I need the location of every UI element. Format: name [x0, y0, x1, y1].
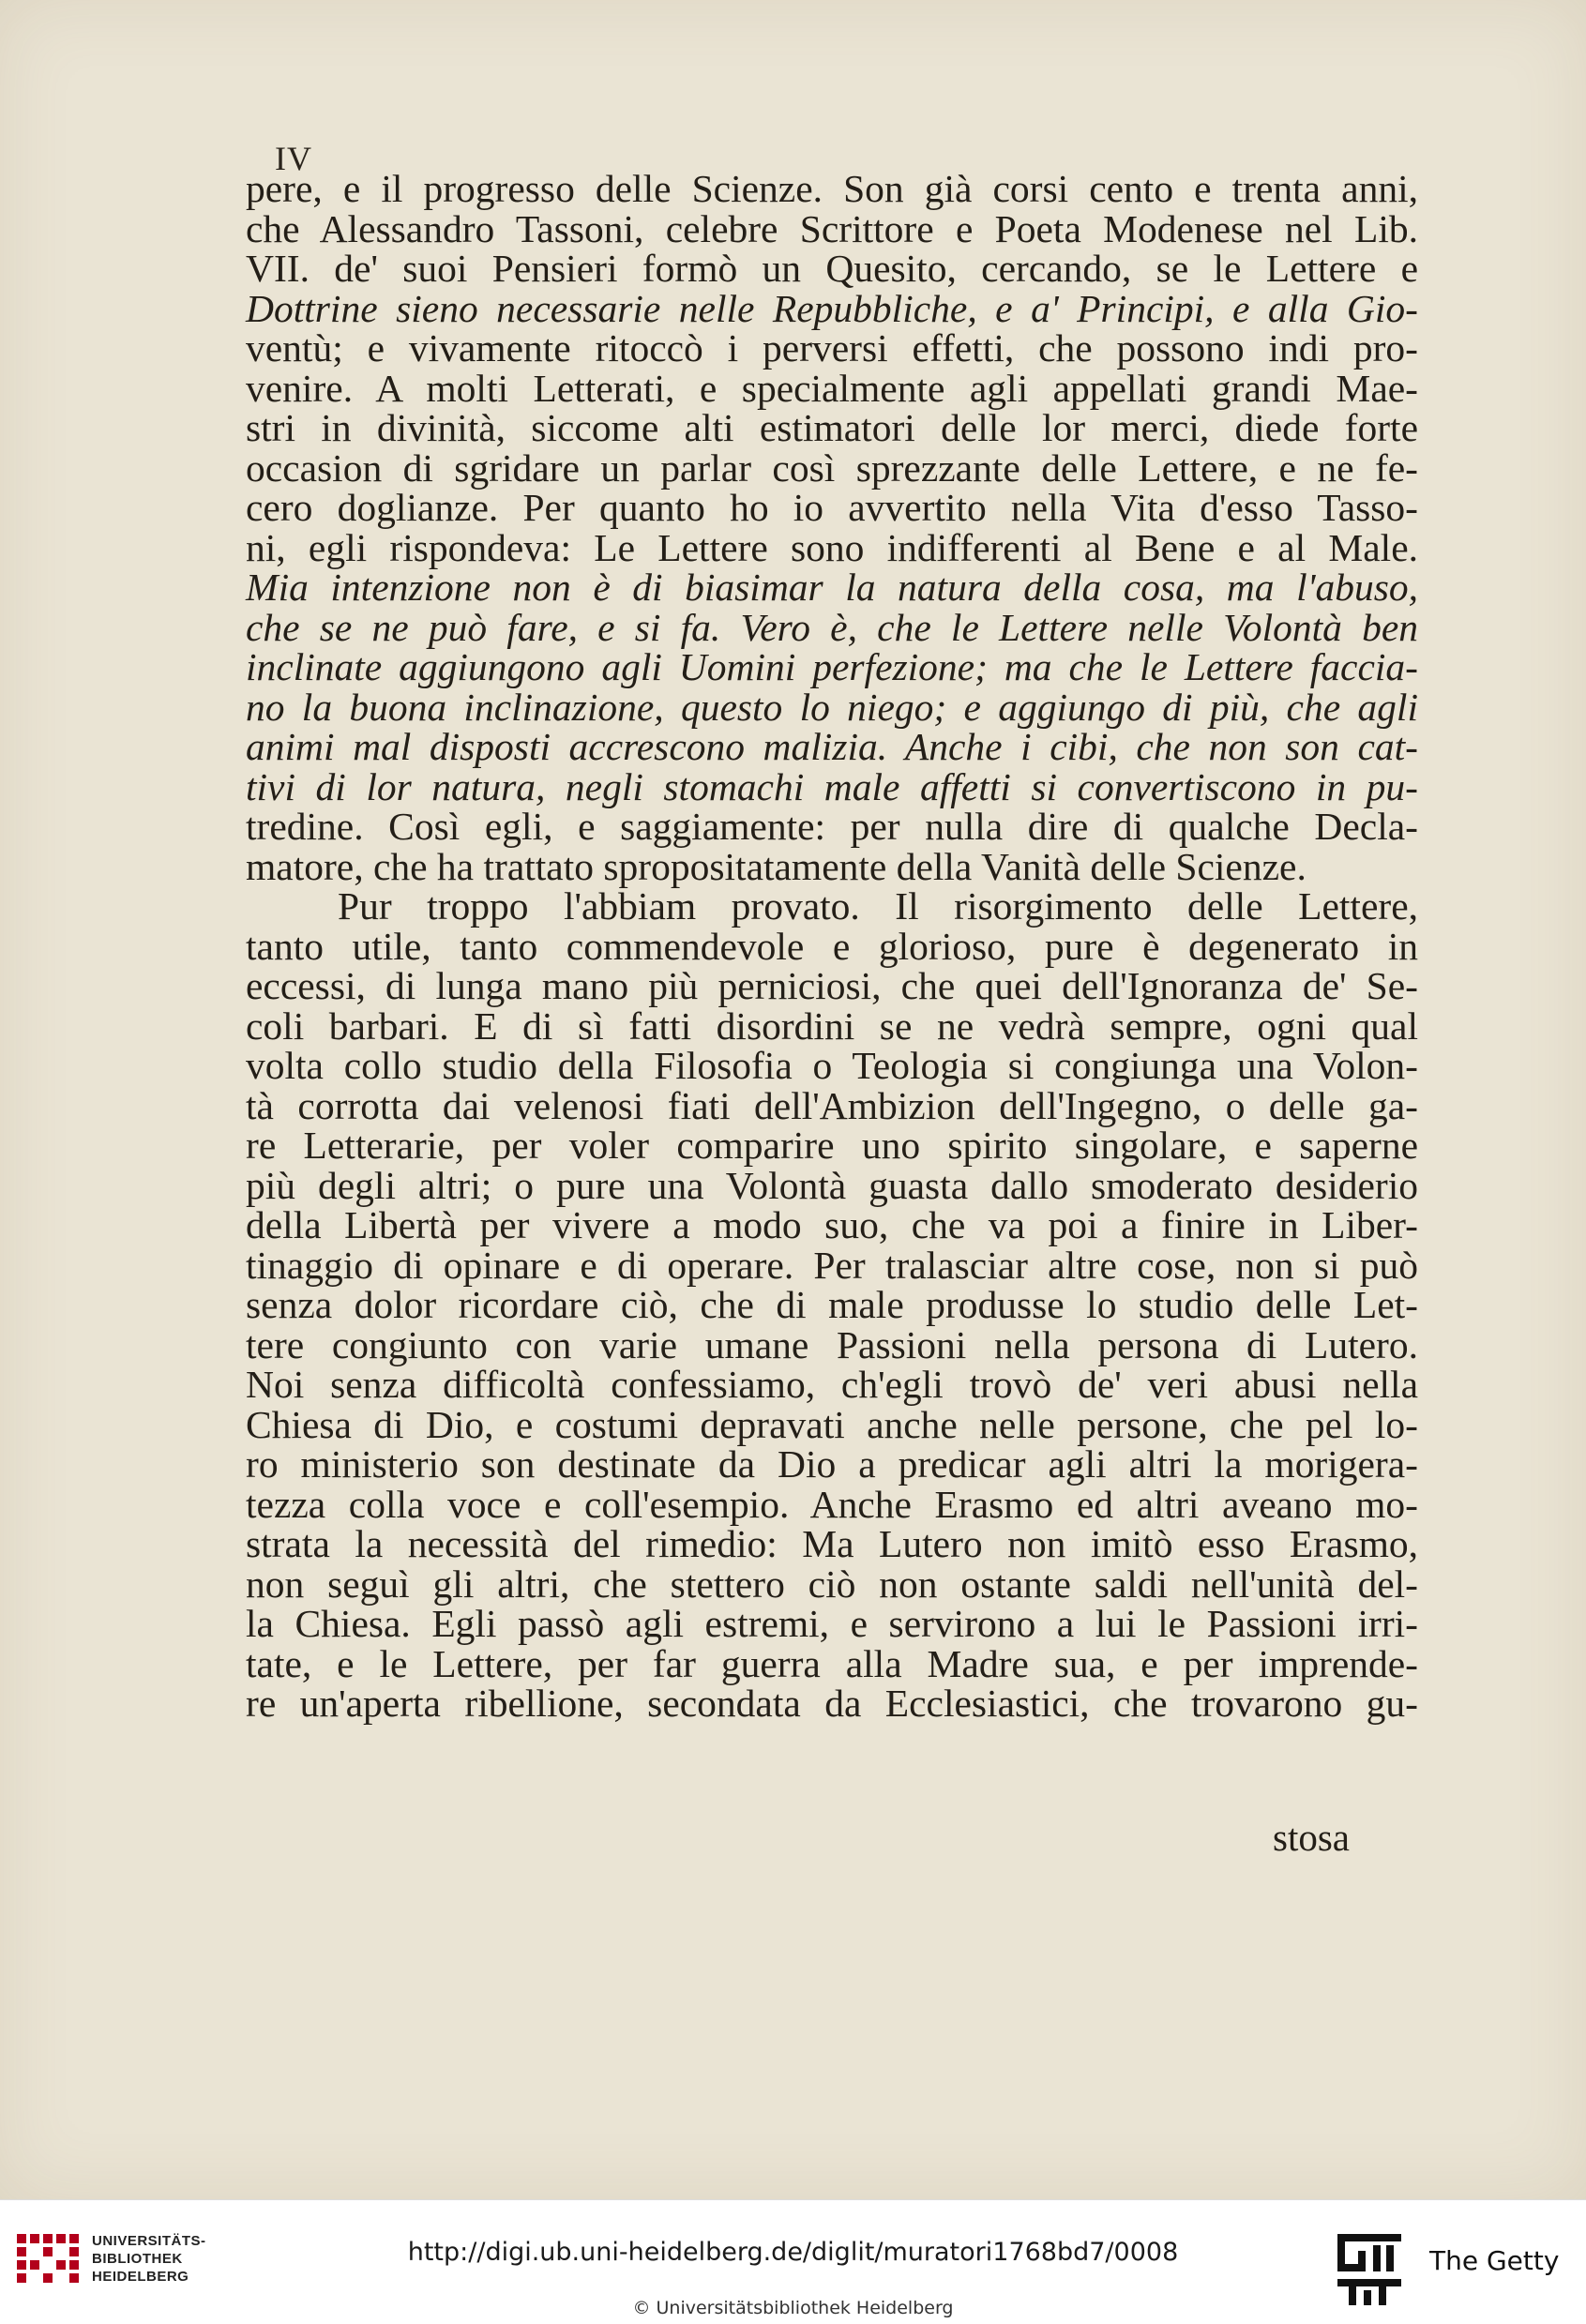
text-line: tate, e le Lettere, per far guerra alla Madre sua, e per imprende-: [246, 1641, 1418, 1685]
getty-name: The Getty: [1429, 2245, 1560, 2276]
text-line: cero doglianze. Per quanto ho io avvertito nella Vita d'esso Tasso-: [246, 486, 1418, 529]
text-line: della Libertà per vivere a modo suo, che va poi a finire in Liber-: [246, 1203, 1418, 1246]
text-line: stri in divinità, siccome alti estimatori delle lor merci, diede forte: [246, 406, 1418, 449]
text-line: coli barbari. E di sì fatti disordini se ne vedrà sempre, ogni qual: [246, 1004, 1418, 1048]
text-line: Chiesa di Dio, e costumi depravati anche nelle persone, che pel lo-: [246, 1402, 1418, 1446]
text-line: Dottrine sieno necessarie nelle Repubbliche, e a' Principi, e alla Gio-: [246, 286, 1418, 330]
text-line: senza dolor ricordare ciò, che di male produsse lo studio delle Let-: [246, 1283, 1418, 1326]
text-line: non seguì gli altri, che stettero ciò non ostante saldi nell'unità del-: [246, 1562, 1418, 1606]
text-line: ni, egli rispondeva: Le Lettere sono indifferenti al Bene e al Male.: [246, 525, 1418, 569]
text-line: che Alessandro Tassoni, celebre Scrittore e Poeta Modenese nel Lib.: [246, 206, 1418, 250]
library-name-line: HEIDELBERG: [92, 2269, 189, 2285]
text-line: ro ministerio son destinate da Dio a predicar agli altri la morigera-: [246, 1442, 1418, 1486]
text-line: tanto utile, tanto commendevole e glorioso, pure è degenerato in: [246, 924, 1418, 968]
text-line: Noi senza difficoltà confessiamo, ch'egli trovò de' veri abusi nella: [246, 1363, 1418, 1406]
body-text: [246, 169, 1418, 1724]
library-name-line: UNIVERSITÄTS-: [92, 2233, 206, 2249]
text-line: re Letterarie, per voler comparire uno spirito singolare, e saperne: [246, 1124, 1418, 1167]
text-line: tinaggio di opinare e di operare. Per tralasciar altre cose, non si può: [246, 1243, 1418, 1287]
text-line: più degli altri; o pure una Volontà guasta dallo smoderato desiderio: [246, 1163, 1418, 1207]
text-line: occasion di sgridare un parlar così sprezzante delle Lettere, e ne fe-: [246, 445, 1418, 490]
text-line: che se ne può fare, e si fa. Vero è, che le Lettere nelle Volontà ben: [246, 605, 1418, 649]
getty-logo-icon: [1336, 2232, 1403, 2307]
text-line: tere congiunto con varie umane Passioni nella persona di Lutero.: [246, 1322, 1418, 1366]
viewer-footer: [0, 2199, 1586, 2324]
text-line: pere, e il progresso delle Scienze. Son già corsi cento e trenta anni,: [246, 167, 1418, 210]
text-line: eccessi, di lunga mano più perniciosi, che quei dell'Ignoranza de' Se-: [246, 964, 1418, 1007]
catchword: stosa: [1273, 1816, 1350, 1859]
text-line: inclinate aggiungono agli Uomini perfezione; ma che le Lettere faccia-: [246, 645, 1418, 688]
text-line: ventù; e vivamente ritoccò i perversi effetti, che possono indi pro-: [246, 326, 1418, 370]
page-number: IV: [275, 140, 312, 177]
text-line: volta collo studio della Filosofia o Teologia si congiunga una Volon-: [246, 1044, 1418, 1087]
text-line: la Chiesa. Egli passò agli estremi, e servirono a lui le Passioni irri-: [246, 1602, 1418, 1645]
text-line: Mia intenzione non è di biasimar la natura della cosa, ma l'abuso,: [246, 566, 1418, 609]
text-line: tredine. Così egli, e saggiamente: per nulla dire di qualche Decla-: [246, 805, 1418, 848]
library-name-line: BIBLIOTHEK: [92, 2251, 183, 2267]
text-line: strata la necessità del rimedio: Ma Lutero non imitò esso Erasmo,: [246, 1522, 1418, 1565]
text-line: re un'aperta ribellione, secondata da Ecclesiastici, che trovarono gu-: [246, 1682, 1418, 1725]
text-line: VII. de' suoi Pensieri formò un Quesito, cercando, se le Lettere e: [246, 247, 1418, 290]
copyright-notice: © Universitätsbibliothek Heidelberg: [632, 2298, 954, 2318]
permalink-url[interactable]: http://digi.ub.uni-heidelberg.de/diglit/muratori1768bd7/0008: [407, 2238, 1179, 2267]
text-line: matore, che ha trattato spropositatamente della Vanità delle Scienze.: [246, 844, 1307, 888]
text-line: tezza colla voce e coll'esempio. Anche Erasmo ed altri aveano mo-: [246, 1482, 1418, 1526]
text-line: tivi di lor natura, negli stomachi male affetti si convertiscono in pu-: [246, 764, 1418, 808]
text-line: animi mal disposti accrescono malizia. Anche i cibi, che non son cat-: [246, 725, 1418, 768]
text-line: Pur troppo l'abbiam provato. Il risorgimento delle Lettere,: [338, 884, 1418, 928]
text-line: tà corrotta dai velenosi fiati dell'Ambizion dell'Ingegno, o delle ga-: [246, 1083, 1418, 1127]
text-line: venire. A molti Letterati, e specialmente agli appellati grandi Mae-: [246, 366, 1418, 410]
text-line: no la buona inclinazione, questo lo niego; e aggiungo di più, che agli: [246, 685, 1418, 729]
